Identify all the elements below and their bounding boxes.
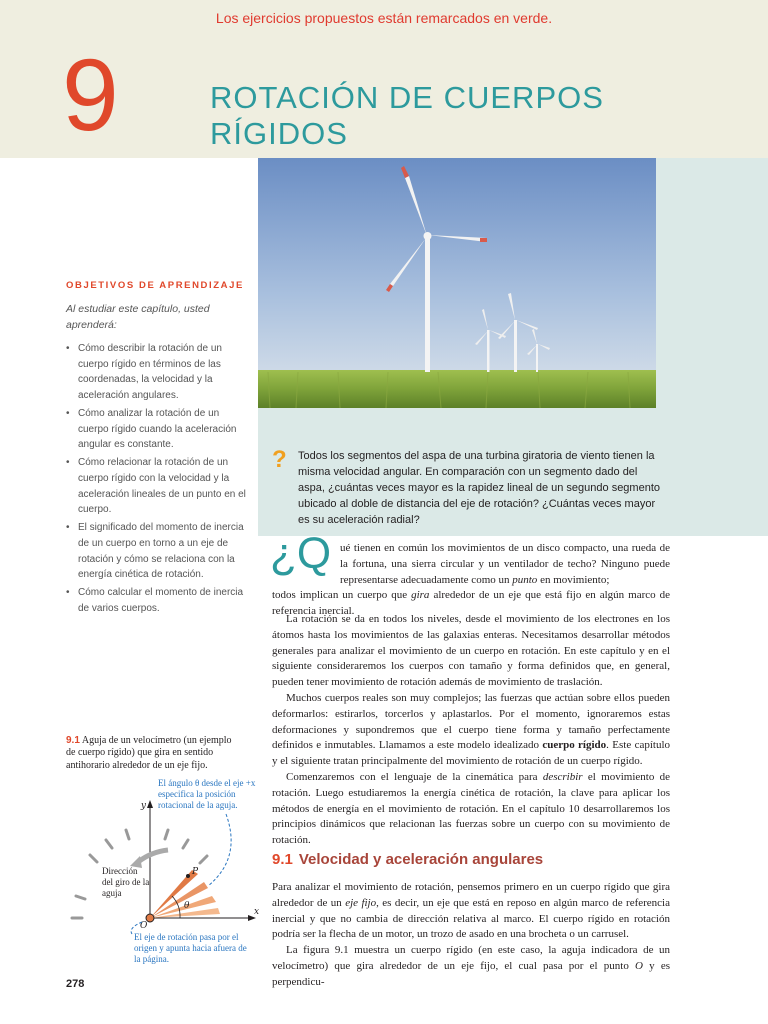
wind-turbine-photo (258, 158, 656, 408)
rotation-direction-annotation: Dirección del giro de la aguja (102, 866, 150, 898)
emphasis-text: punto (512, 573, 538, 586)
paragraph-text: ué tienen en común los movimientos de un disco compacto, una rueda de la fortuna, una sierra circular y un ventilador de techo? Ninguno puede representarse adecuadamente como un (340, 542, 670, 586)
emphasis-text: describir (542, 770, 583, 783)
paragraph-intro (340, 541, 670, 588)
objective-item: • Cómo describir la rotación de un cuerpo rígido en términos de las coordenadas, la velocidad y la aceleración angulares. (66, 341, 246, 403)
paragraph (272, 770, 670, 849)
paragraph-text: Comenzaremos con el lenguaje de la cinemática para (286, 770, 538, 783)
paragraph-text: La figura 9.1 muestra un cuerpo rígido (en este caso, la aguja indicadora de un velocímetro) que gira alrededor de un eje fijo, el cual pasa por el punto (272, 944, 670, 972)
paragraph-text: Muchos cuerpos reales son muy complejos; las fuerzas que actúan sobre ellos pueden deformarlos: estirarlos, torcerlos y aplastarlos. Por el momento, ignoraremos estas deformaciones y supondremos que el cuerpo tiene forma y tamaño perfectamente definidos e inmutables. Llamamos a este modelo idealizado (272, 691, 670, 752)
section-title: Velocidad y aceleración angulares (298, 851, 544, 868)
chapter-title-line2: RÍGIDOS (210, 116, 348, 151)
theta-label: θ (184, 901, 190, 911)
objective-item: • Cómo calcular el momento de inercia de varios cuerpos. (66, 585, 246, 616)
point-p-label: P (192, 867, 199, 877)
emphasis-text: O (635, 959, 643, 972)
origin-label: O (140, 921, 148, 931)
paragraph-text: alrededor de un eje que está fijo en algún marco de referencia inercial. (272, 589, 671, 617)
paragraph (272, 880, 670, 943)
paragraph-text: todos implican un cuerpo que (272, 589, 408, 601)
chapter-title-line1: ROTACIÓN DE CUERPOS (210, 80, 604, 115)
photo-caption-text: Todos los segmentos del aspa de una turbina giratoria de viento tienen la misma velocidad angular. En comparación con un segmento dado del aspa, ¿cuántas veces mayor es la rapidez lineal de un segundo segmento ubicado al doble de distancia del eje de rotación? ¿Cuántas veces mayor es su aceleración radial? (298, 450, 660, 526)
objectives-title: OBJETIVOS DE APRENDIZAJE (66, 280, 244, 291)
objectives-intro: Al estudiar este capítulo, usted aprenderá: (66, 303, 210, 331)
emphasis-text: eje fijo (345, 896, 377, 909)
chapter-title (210, 80, 604, 152)
chapter-number: 9 (62, 38, 119, 152)
section-number: 9.1 (272, 851, 293, 868)
exercises-note: Los ejercicios propuestos están remarcados en verde. (215, 10, 553, 26)
figure-caption-text: Aguja de un velocímetro (un ejemplo de cuerpo rígido) que gira en sentido antihorario alrededor de un eje fijo. (66, 735, 232, 771)
paragraph-text: el movimiento de rotación. Luego estudiaremos la energía cinética de rotación, la clave para aplicar los métodos de energía en el movimiento de rotación. En el capítulo 10 desarrollaremos los principios dinámicos que relacionan las fuerzas sobre un cuerpo con su movimiento de rotación. (272, 770, 671, 847)
paragraph (272, 943, 670, 990)
axis-annotation: El eje de rotación pasa por el origen y apunta hacia afuera de la página. (134, 932, 247, 964)
paragraph-text: Para analizar el movimiento de rotación, pensemos primero en un cuerpo rígido que gira alrededor de un (272, 881, 670, 909)
paragraph (272, 691, 670, 770)
objective-item: • Cómo analizar la rotación de un cuerpo rígido cuando la aceleración angular es constante. (66, 406, 246, 453)
angle-annotation: El ángulo θ desde el eje +x especifica la posición rotacional de la aguja. (158, 778, 256, 810)
body-column (272, 612, 670, 849)
drop-cap: ¿Q (270, 529, 332, 578)
paragraph: La rotación se da en todos los niveles, desde el movimiento de los electrones en los átomos hasta los movimientos de las galaxias enteras. Necesitamos desarrollar métodos generales para analizar el movimiento de un cuerpo en rotación. En este capítulo y en el siguiente consideraremos los cuerpos con tamaño y forma definidos que, en general, pueden tener movimiento de rotación además de movimiento de traslación. (272, 613, 670, 689)
paragraph-text: y es perpendicu- (272, 959, 671, 988)
figure-caption (66, 735, 241, 772)
figure-number: 9.1 (66, 735, 80, 746)
paragraph-text: en movimiento; (540, 573, 610, 586)
paragraph-text: , es decir, un eje que está en reposo en algún marco de referencia inercial y que no cambia de dirección relativa al marco. El cuerpo rígido en rotación podría ser la flecha de un motor, un trozo de asado en una brocheta o un carrusel. (272, 896, 670, 941)
paragraph-text: . Este capítulo y el siguiente tratan principalmente del movimiento de rotación de un cuerpo rígido. (272, 739, 671, 768)
bold-term: cuerpo rígido (542, 739, 607, 752)
objective-item: • El significado del momento de inercia de un cuerpo en torno a un eje de rotación y cómo se relaciona con la energía cinética de rotación. (66, 520, 246, 582)
section-body (272, 880, 670, 991)
objective-item: • Cómo relacionar la rotación de un cuerpo rígido con la velocidad y la aceleración lineales de un punto en el cuerpo. (66, 455, 246, 517)
page-number: 278 (66, 978, 85, 990)
axis-y-label: y (140, 801, 146, 811)
emphasis-text: gira (411, 589, 430, 601)
question-icon: ? (272, 446, 287, 473)
axis-x-label: x (254, 907, 260, 917)
section-heading (272, 851, 543, 868)
objectives-list (66, 341, 246, 619)
speedometer-figure (66, 778, 266, 978)
